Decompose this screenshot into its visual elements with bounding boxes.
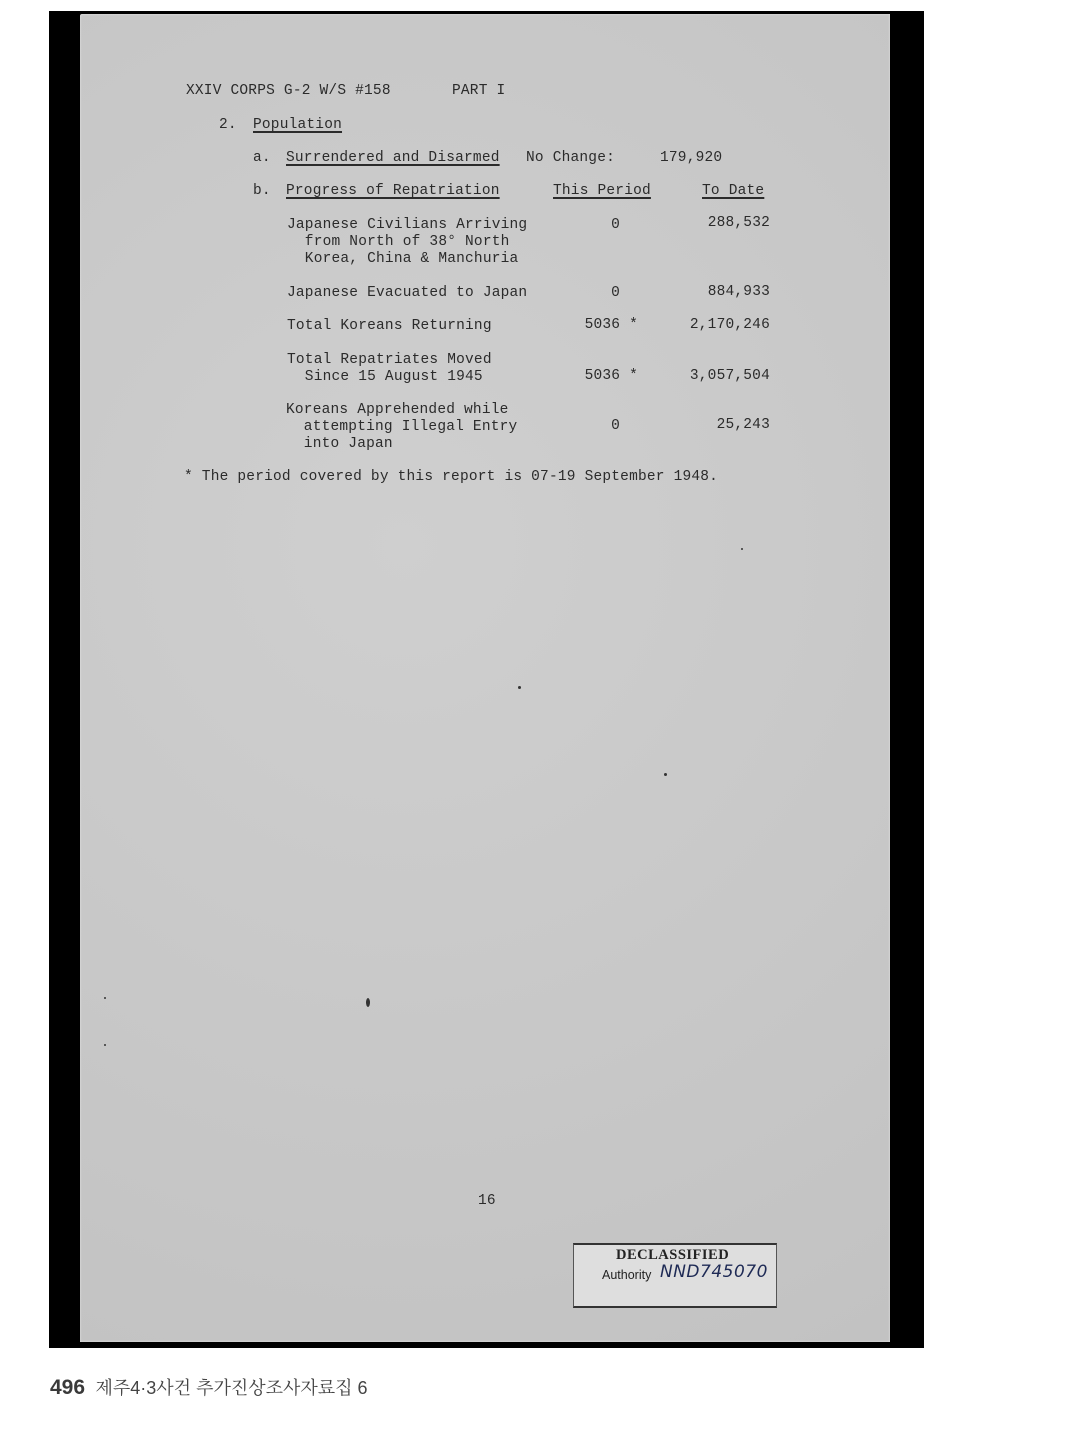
- row-4-this-period: 5036 *: [584, 368, 638, 384]
- row-2-label-line-1: Japanese Evacuated to Japan: [287, 285, 528, 301]
- page-number: 16: [478, 1193, 496, 1209]
- scan-speck: [741, 548, 743, 550]
- row-4-label-line-1: Total Repatriates Moved: [287, 352, 492, 368]
- row-5-label-line-2: attempting Illegal Entry: [286, 419, 518, 435]
- row-3-label-line-1: Total Koreans Returning: [287, 318, 492, 334]
- book-footer: [50, 1374, 368, 1400]
- item-a-label: Surrendered and Disarmed: [286, 150, 500, 166]
- row-1-label-line-3: Korea, China & Manchuria: [287, 251, 519, 267]
- column-header-this-period: This Period: [553, 183, 651, 199]
- row-5-this-period: 0: [611, 418, 620, 434]
- row-2-to-date: 884,933: [707, 284, 770, 300]
- document-page: [80, 14, 890, 1342]
- document-header-id: XXIV CORPS G-2 W/S #158: [186, 83, 391, 99]
- row-5-label-line-1: Koreans Apprehended while: [286, 402, 509, 418]
- item-a-letter: a.: [253, 150, 271, 166]
- declassified-stamp: [573, 1243, 777, 1308]
- book-page-number: 496: [50, 1376, 86, 1399]
- stamp-authority-label: Authority: [602, 1268, 652, 1282]
- section-title: Population: [253, 117, 343, 133]
- item-b-label: Progress of Repatriation: [286, 183, 500, 199]
- scan-speck: [104, 1044, 106, 1046]
- item-a-value: 179,920: [660, 150, 723, 166]
- row-4-label-line-2: Since 15 August 1945: [287, 369, 483, 385]
- item-b-letter: b.: [253, 183, 271, 199]
- row-1-this-period: 0: [611, 217, 620, 233]
- row-5-to-date: 25,243: [716, 417, 770, 433]
- row-3-to-date: 2,170,246: [689, 317, 770, 333]
- row-5-label-line-3: into Japan: [286, 436, 393, 452]
- row-3-this-period: 5036 *: [584, 317, 638, 333]
- scan-speck: [664, 773, 667, 776]
- stamp-title: DECLASSIFIED: [616, 1247, 730, 1263]
- row-1-label-line-2: from North of 38° North: [287, 234, 510, 250]
- row-4-to-date: 3,057,504: [689, 368, 770, 384]
- scan-speck: [104, 997, 106, 999]
- row-1-to-date: 288,532: [707, 215, 770, 231]
- footnote: * The period covered by this report is 07-19 September 1948.: [184, 469, 719, 485]
- stamp-authority-value: NND745070: [660, 1262, 768, 1282]
- scan-speck: [366, 998, 370, 1007]
- row-1-label-line-1: Japanese Civilians Arriving: [287, 217, 528, 233]
- scan-speck: [518, 686, 521, 689]
- book-title: 제주4·3사건 추가진상조사자료집 6: [95, 1378, 368, 1398]
- item-a-status: No Change:: [526, 150, 616, 166]
- row-2-this-period: 0: [611, 285, 620, 301]
- document-header-part: PART I: [452, 83, 506, 99]
- column-header-to-date: To Date: [702, 183, 765, 199]
- section-number: 2.: [219, 117, 237, 133]
